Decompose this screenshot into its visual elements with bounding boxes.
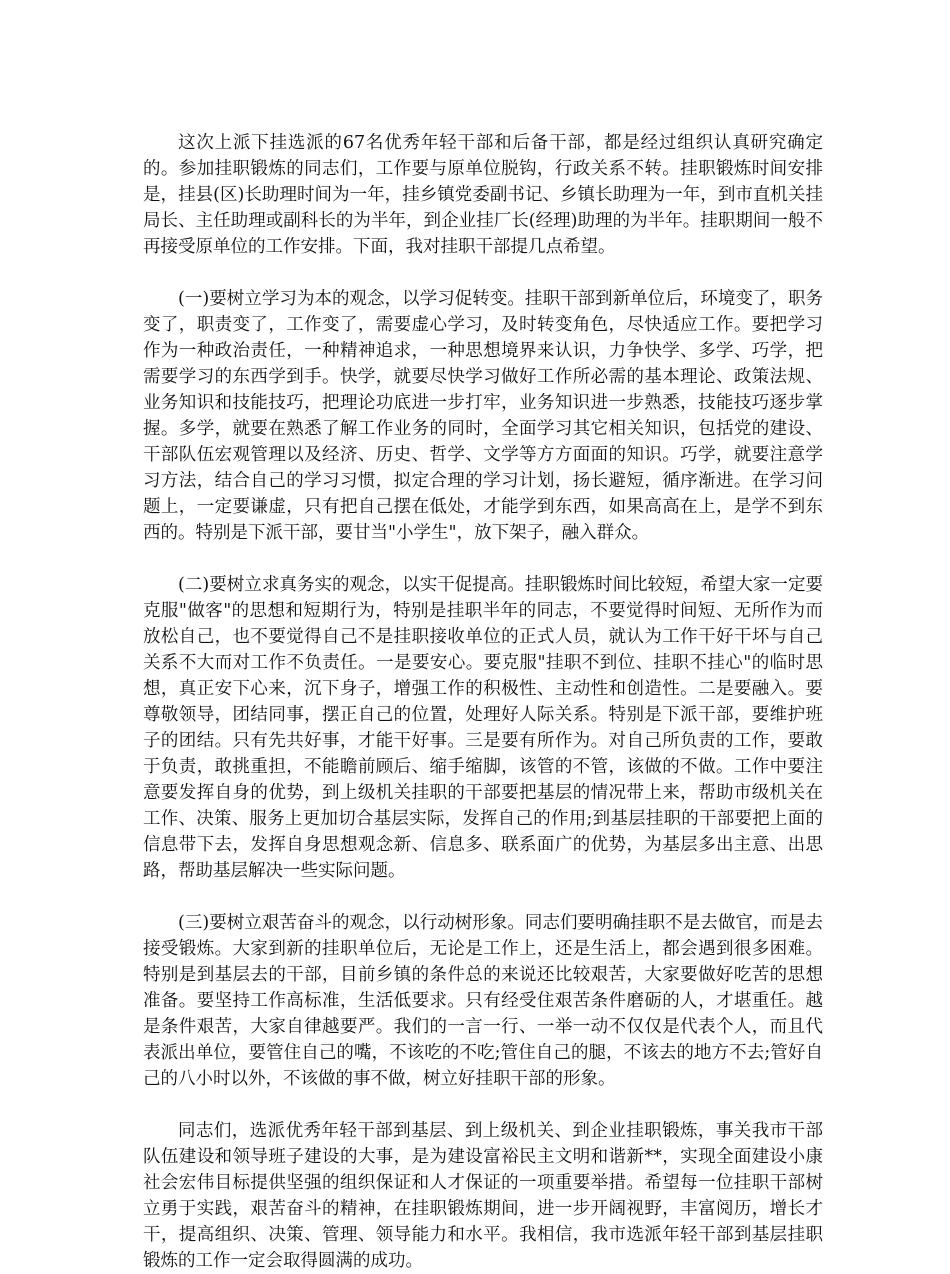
paragraph-point-three: (三)要树立艰苦奋斗的观念，以行动树形象。同志们要明确挂职不是去做官，而是去接受锻炼。大家到新的挂职单位后，无论是工作上，还是生活上，都会遇到很多困难。特别是到基层去的干部，目前乡镇的条件总的来说还比较艰苦，大家要做好吃苦的思想准备。要坚持工作高标准，生活低要求。只有经受住艰苦条件磨砺的人，才堪重任。越是条件艰苦，大家自律越要严。我们的一言一行、一举一动不仅仅是代表个人，而且代表派出单位，要管住自己的嘴，不该吃的不吃;管住自己的腿，不该去的地方不去;管好自己的八小时以外，不该做的事不做，树立好挂职干部的形象。 — [143, 913, 823, 1089]
paragraph-intro: 这次上派下挂选派的67名优秀年轻干部和后备干部，都是经过组织认真研究确定的。参加挂职锻炼的同志们，工作要与原单位脱钩，行政关系不转。挂职锻炼时间安排是，挂县(区)长助理时间为一年，挂乡镇党委副书记、乡镇长助理为一年，到市直机关挂局长、主任助理或副科长的为半年，到企业挂厂长(经理)助理的为半年。挂职期间一般不再接受原单位的工作安排。下面，我对挂职干部提几点希望。 — [143, 133, 823, 257]
paragraph-point-two: (二)要树立求真务实的观念，以实干促提高。挂职锻炼时间比较短，希望大家一定要克服"做客"的思想和短期行为，特别是挂职半年的同志，不要觉得时间短、无所作为而放松自己，也不要觉得自己不是挂职接收单位的正式人员，就认为工作干好干坏与自己关系不大而对工作不负责任。一是要安心。要克服"挂职不到位、挂职不挂心"的临时思想，真正安下心来，沉下身子，增强工作的积极性、主动性和创造性。二是要融入。要尊敬领导，团结同事，摆正自己的位置，处理好人际关系。特别是下派干部，要维护班子的团结。只有先共好事，才能干好事。三是要有所作为。对自己所负责的工作，要敢于负责，敢挑重担，不能瞻前顾后、缩手缩脚，该管的不管，该做的不做。工作中要注意要发挥自身的优势，到上级机关挂职的干部要把基层的情况带上来，帮助市级机关在工作、决策、服务上更加切合基层实际，发挥自己的作用;到基层挂职的干部要把上面的信息带下去，发挥自身思想观念新、信息多、联系面广的优势，为基层多出主意、出思路，帮助基层解决一些实际问题。 — [143, 575, 823, 881]
paragraph-conclusion: 同志们，选派优秀年轻干部到基层、到上级机关、到企业挂职锻炼，事关我市干部队伍建设和领导班子建设的大事，是为建设富裕民主文明和谐新**，实现全面建设小康社会宏伟目标提供坚强的组织保证和人才保证的一项重要举措。希望每一位挂职干部树立勇于实践，艰苦奋斗的精神，在挂职锻炼期间，进一步开阔视野，丰富阅历，增长才干，提高组织、决策、管理、领导能力和水平。我相信，我市选派年轻干部到基层挂职锻炼的工作一定会取得圆满的成功。 — [143, 1121, 823, 1271]
paragraph-point-one: (一)要树立学习为本的观念，以学习促转变。挂职干部到新单位后，环境变了，职务变了，职责变了，工作变了，需要虚心学习，及时转变角色，尽快适应工作。要把学习作为一种政治责任，一种精神追求，一种思想境界来认识，力争快学、多学、巧学，把需要学习的东西学到手。快学，就要尽快学习做好工作所必需的基本理论、政策法规、业务知识和技能技巧，把理论功底进一步打牢，业务知识进一步熟悉，技能技巧逐步掌握。多学，就要在熟悉了解工作业务的同时，全面学习其它相关知识，包括党的建设、干部队伍宏观管理以及经济、历史、哲学、文学等方方面面的知识。巧学，就要注意学习方法，结合自己的学习习惯，拟定合理的学习计划，扬长避短，循序渐进。在学习问题上，一定要谦虚，只有把自己摆在低处，才能学到东西，如果高高在上，是学不到东西的。特别是下派干部，要甘当"小学生"，放下架子，融入群众。 — [143, 289, 823, 543]
document-body — [143, 130, 823, 1274]
